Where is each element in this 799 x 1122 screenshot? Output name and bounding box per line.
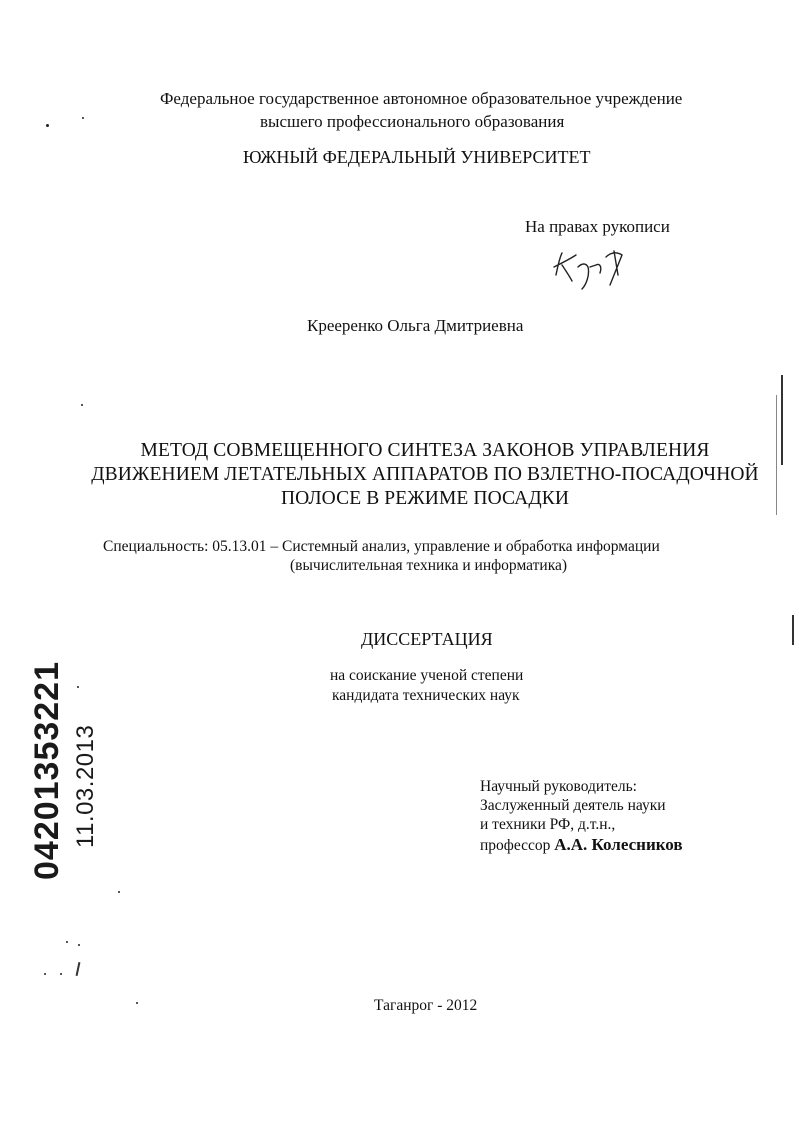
scan-speck [136,1002,138,1004]
degree-line-2: кандидата технических наук [332,687,520,704]
stamp-number: 04201353221 [28,660,66,880]
thesis-title-line-1: МЕТОД СОВМЕЩЕННОГО СИНТЕЗА ЗАКОНОВ УПРАВЛЕНИЯ [140,440,710,461]
supervisor-title-line-2: и техники РФ, д.т.н., [480,816,616,833]
scan-speck [78,944,80,946]
scan-speck [118,891,120,893]
author-name: Крееренко Ольга Дмитриевна [307,316,524,335]
supervisor-name: А.А. Колесников [554,835,683,854]
supervisor-rank: профессор [480,837,555,854]
supervisor-title-line-1: Заслуженный деятель науки [480,797,666,814]
thesis-title-line-2: ДВИЖЕНИЕМ ЛЕТАТЕЛЬНЫХ АППАРАТОВ ПО ВЗЛЕТНО-ПОСАДОЧНОЙ [91,464,759,485]
thesis-title-line-3: ПОЛОСЕ В РЕЖИМЕ ПОСАДКИ [280,488,570,509]
scan-edge-bracket [792,615,794,645]
scan-edge-mark [781,375,783,465]
supervisor-label: Научный руководитель: [480,778,637,795]
manuscript-note: На правах рукописи [525,217,670,236]
scan-speck [66,941,68,943]
scan-speck [82,117,84,119]
city-year: Таганрог - 2012 [374,997,478,1014]
scan-speck [46,124,49,127]
scan-speck [44,973,46,975]
scan-speck [81,404,83,406]
organization-line-1: Федеральное государственное автономное образовательное учреждение [160,89,683,108]
scan-speck [77,686,79,688]
scan-speck [60,973,62,975]
scan-mark [76,962,81,976]
specialty-line-2: (вычислительная техника и информатика) [290,557,568,574]
specialty-line-1: Специальность: 05.13.01 – Системный анализ, управление и обработка информации [103,538,660,555]
supervisor-name-line [480,835,683,855]
stamp-date: 11.03.2013 [72,724,99,848]
organization-line-2: высшего профессионального образования [260,112,565,131]
author-signature [548,245,638,291]
scan-edge-mark-light [776,395,777,515]
document-type: ДИССЕРТАЦИЯ [361,629,493,649]
university-name: ЮЖНЫЙ ФЕДЕРАЛЬНЫЙ УНИВЕРСИТЕТ [243,147,591,167]
degree-line-1: на соискание ученой степени [330,667,524,684]
